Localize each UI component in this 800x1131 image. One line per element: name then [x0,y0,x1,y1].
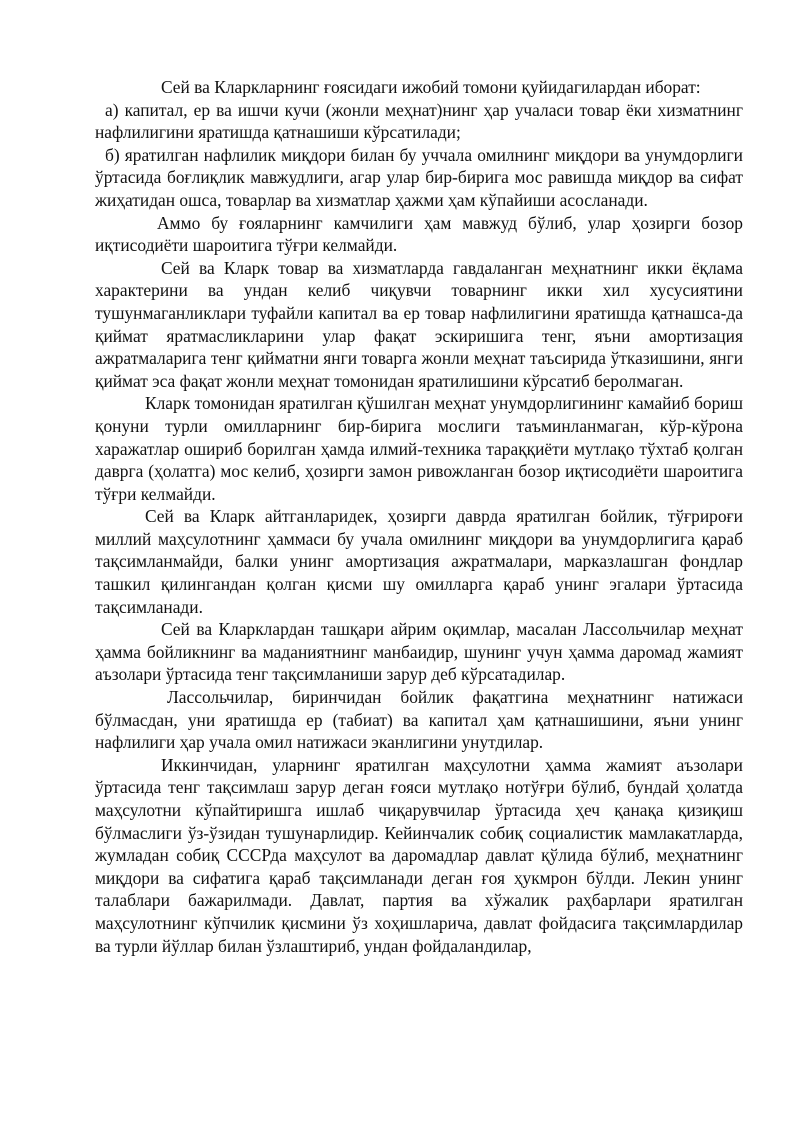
paragraph-clark-law: Кларк томонидан яратилган қўшилган меҳнат унумдорлигининг камайиб бориш қонуни турли омилларнинг бир-бирига мослиги таъминланмаган, кўр-кўрона харажатлар ошириб борилган ҳамда илмий-техника тараққиёти мутлақо тўхтаб қолган даврга (ҳолатга) мос келиб, ҳозирги замон ривожланган бозор иқтисодиёти шароитига тўғри келмайди. [95,393,743,504]
paragraph-item-a: а) капитал, ер ва ишчи кучи (жонли меҳнат)нинг ҳар учаласи товар ёки хизматнинг нафлилигини яратишда қатнашиши кўрсатилади; [95,99,743,143]
paragraph-first-point: Лассольчилар, биринчидан бойлик фақатгина меҳнатнинг натижаси бўлмасдан, уни яратишда ер (табиат) ва капитал ҳам қатнашишини, яъни унинг нафлилиги ҳар учала омил натижаси эканлигини унутдилар. [95,687,743,753]
paragraph-intro: Сей ва Кларкларнинг ғоясидаги ижобий томони қуйидагилардан иборат: [161,77,701,97]
paragraph-distribution: Сей ва Кларк айтганларидек, ҳозирги даврда яратилган бойлик, тўғрироғи миллий маҳсулотнинг ҳаммаси бу учала омилнинг миқдори ва унумдорлигига қараб тақсимланмайди, балки унинг амортизация ажратмалари, марказлашган фондлар ташкил қилингандан қолган қисми шу омилларга қараб унинг эгалари ўртасида тақсимланади. [95,506,743,617]
paragraph-lassallean: Сей ва Кларклардан ташқари айрим оқимлар, масалан Лассольчилар меҳнат ҳамма бойликнинг ва маданиятнинг манбаидир, шунинг учун ҳамма даромад жамият аъзолари ўртасида тенг тақсимланиши зарур деб кўрсатадилар. [95,619,743,685]
document-page [95,76,743,957]
paragraph-second-point: Иккинчидан, уларнинг яратилган маҳсулотни ҳамма жамият аъзолари ўртасида тенг тақсимлаш зарур деган ғояси мутлақо нотўғри бўлиб, бундай ҳолатда маҳсулотни кўпайтиришга ишлаб чиқарувчилар ўртасида ҳеч қанақа қизиқиш бўлмаслиги ўз-ўзидан тушунарлидир. Кейинчалик собиқ социалистик мамлакатларда, жумладан собиқ СССРда маҳсулот ва даромадлар давлат қўлида бўлиб, меҳнатнинг миқдори ва сифатига қараб тақсимланади деган ғоя ҳукмрон бўлди. Лекин унинг талаблари бажарилмади. Давлат, партия ва хўжалик раҳбарлари яратилган маҳсулотнинг кўпчилик қисмини ўз хоҳишларича, давлат фойдасига тақсимлардилар ва турли йўллар билан ўзлаштириб, ундан фойдаландилар, [95,754,743,956]
paragraph-shortcomings: Аммо бу ғояларнинг камчилиги ҳам мавжуд бўлиб, улар ҳозирги бозор иқтисодиёти шароитига тўғри келмайди. [95,212,743,256]
paragraph-say-clark-labor: Сей ва Кларк товар ва хизматларда гавдаланган меҳнатнинг икки ёқлама характерини ва ундан келиб чиқувчи товарнинг икки хил хусусиятини тушунмаганликлари туфайли капитал ва ер товар нафлилигини яратишда қатнашса-да қиймат яратмасликларини улар фақат эскиришига тенг, яъни амортизация ажратмаларига тенг қийматни янги товарга жонли меҳнат таъсирида ўтказишини, янги қиймат эса фақат жонли меҳнат томонидан яратилишини кўрсатиб беролмаган. [95,257,743,391]
paragraph-item-b: б) яратилган нафлилик миқдори билан бу уччала омилнинг миқдори ва унумдорлиги ўртасида боғлиқлик мавжудлиги, агар улар бир-бирига мос равишда миқдор ва сифат жиҳатидан ошса, товарлар ва хизматлар ҳажми ҳам кўпайиши асосланади. [95,144,743,210]
